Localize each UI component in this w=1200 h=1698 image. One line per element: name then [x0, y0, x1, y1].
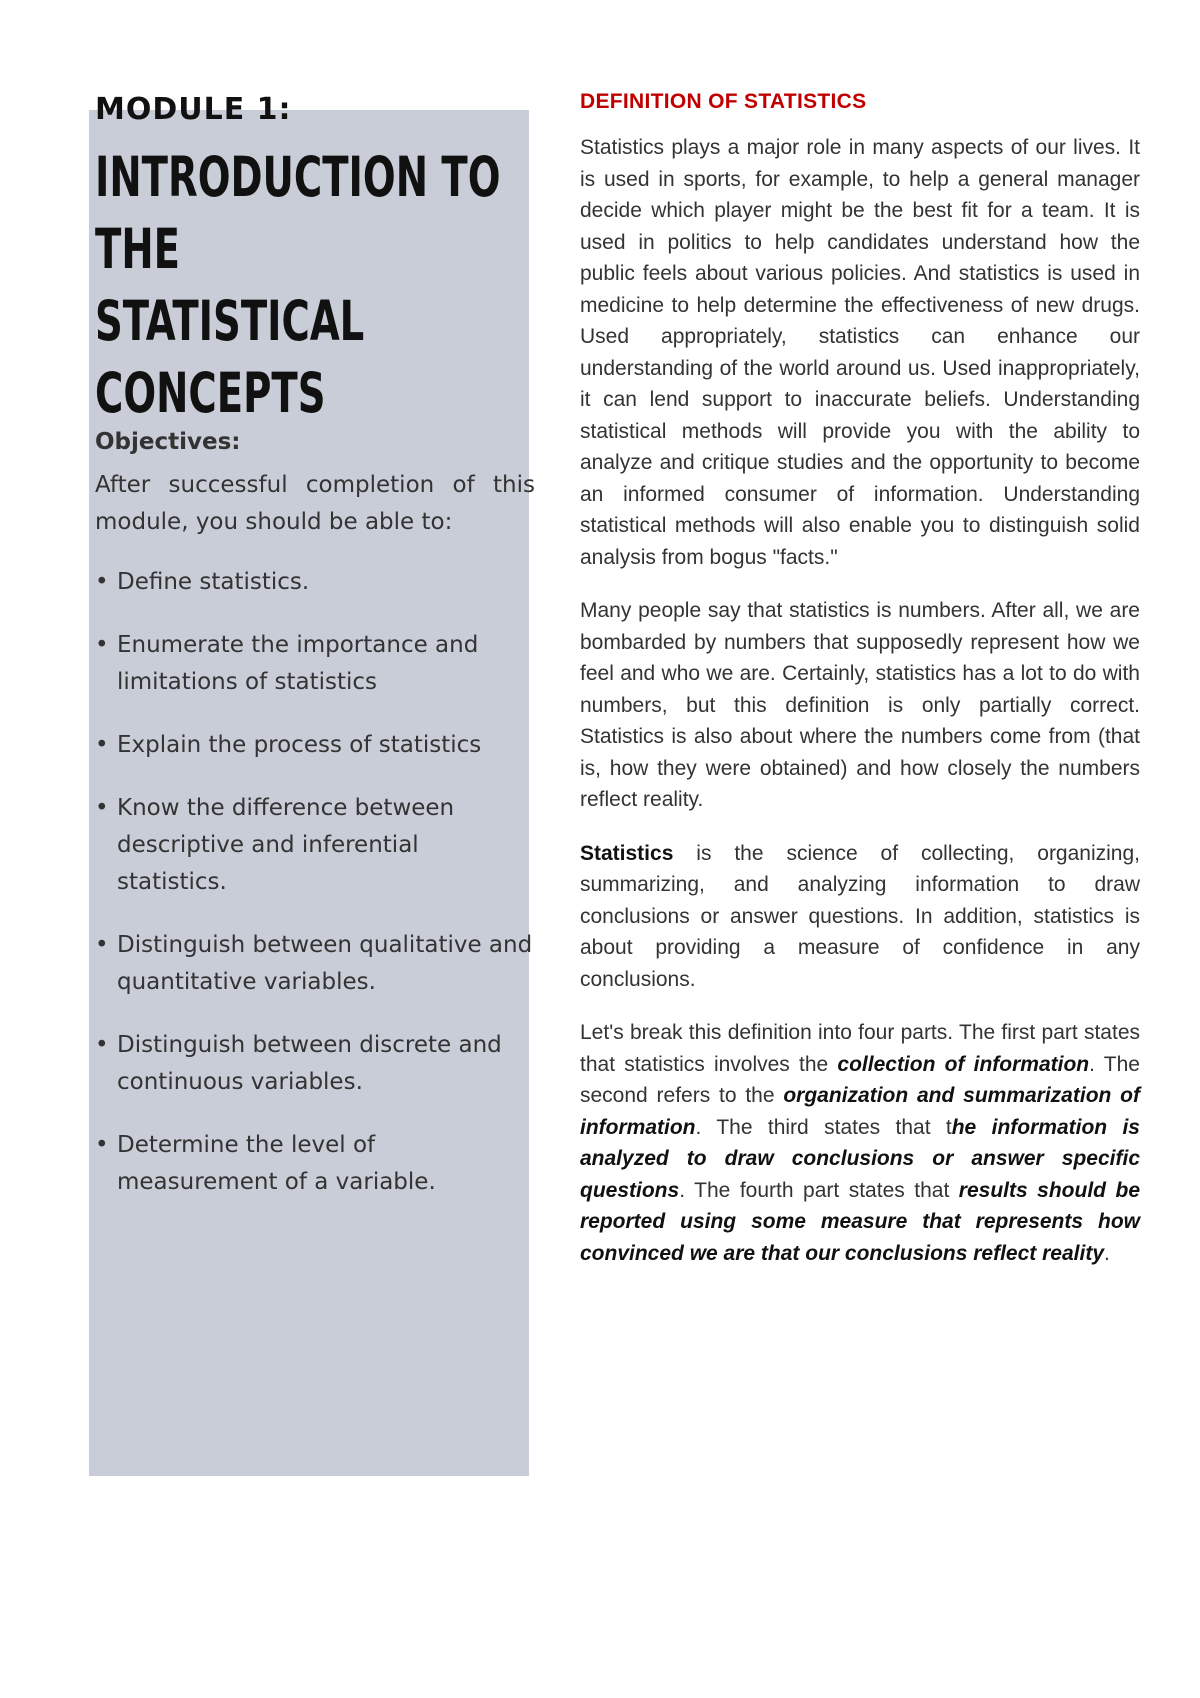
emphasis-text: results should be reported using some measure that represents how convinced we are that our conclusions reflect reality	[580, 1178, 1140, 1265]
term-statistics: Statistics	[580, 841, 674, 865]
objectives-list	[95, 564, 535, 1227]
objectives-intro: After successful completion of this module, you should be able to:	[95, 472, 535, 535]
paragraph-text: .	[1104, 1241, 1110, 1265]
objective-text: Define statistics.	[117, 569, 310, 595]
paragraph-text: Let's break this definition into four parts. The first part states that statistics involves the	[580, 1021, 1140, 1076]
title-line: INTRODUCTION TO THE	[95, 145, 501, 281]
objective-item	[95, 927, 535, 1001]
paragraph-text: . The fourth part states that	[679, 1178, 959, 1202]
objective-item	[95, 627, 535, 701]
bullet-icon: •	[95, 1032, 109, 1058]
title-line: STATISTICAL	[95, 289, 365, 353]
bullet-icon: •	[95, 732, 109, 758]
paragraph-text: . The third states that t	[695, 1115, 952, 1139]
objective-item	[95, 564, 535, 601]
objective-item	[95, 1027, 535, 1101]
main-content	[580, 90, 1140, 1291]
paragraph: Many people say that statistics is numbers. After all, we are bombarded by numbers that supposedly represent how we feel and who we are. Certainly, statistics has a lot to do with numbers, but this definition is only partially correct. Statistics is also about where the numbers come from (that is, how they were obtained) and how closely the numbers reflect reality.	[580, 599, 1140, 811]
objective-text: Enumerate the importance and limitations of statistics	[117, 632, 479, 695]
paragraph	[580, 838, 1140, 996]
bullet-icon: •	[95, 569, 109, 595]
paragraph-text: . The second refers to the	[580, 1052, 1140, 1107]
emphasis-text: collection of information	[837, 1052, 1090, 1076]
paragraph: Statistics plays a major role in many aspects of our lives. It is used in sports, for example, to help a general manager decide which player might be the best fit for a team. It is used in politics to help candidates understand how the public feels about various policies. And statistics is used in medicine to help determine the effectiveness of new drugs. Used appropriately, statistics can enhance our understanding of the world around us. Used inappropriately, it can lend support to inaccurate beliefs. Understanding statistical methods will provide you with the ability to analyze and critique studies and the opportunity to become an informed consumer of information. Understanding statistical methods will also enable you to distinguish solid analysis from bogus "facts."	[580, 136, 1140, 569]
objective-text: Determine the level of measurement of a variable.	[117, 1132, 436, 1195]
objective-item	[95, 727, 535, 764]
section-heading: DEFINITION OF STATISTICS	[580, 90, 867, 113]
module-title	[95, 141, 540, 429]
emphasis-text: he information is analyzed to draw conclusions or answer specific questions	[580, 1115, 1140, 1202]
objective-item	[95, 1127, 535, 1201]
emphasis-text: organization and summarization of information	[580, 1084, 1140, 1139]
objective-text: Distinguish between discrete and continuous variables.	[117, 1032, 502, 1095]
bullet-icon: •	[95, 932, 109, 958]
objectives-heading: Objectives:	[95, 429, 241, 455]
paragraph	[580, 1017, 1140, 1269]
paragraph-text: is the science of collecting, organizing, summarizing, and analyzing information to draw conclusions or answer questions. In addition, statistics is about providing a measure of confidence in any conclusions.	[580, 841, 1140, 991]
objective-item	[95, 790, 535, 901]
bullet-icon: •	[95, 795, 109, 821]
sidebar	[95, 92, 537, 1195]
bullet-icon: •	[95, 1132, 109, 1158]
objective-text: Know the difference between descriptive and inferential statistics.	[117, 795, 455, 895]
objective-text: Distinguish between qualitative and quantitative variables.	[117, 932, 533, 995]
module-label: MODULE 1:	[95, 92, 292, 127]
objective-text: Explain the process of statistics	[117, 732, 482, 758]
title-line: CONCEPTS	[95, 361, 326, 425]
bullet-icon: •	[95, 632, 109, 658]
